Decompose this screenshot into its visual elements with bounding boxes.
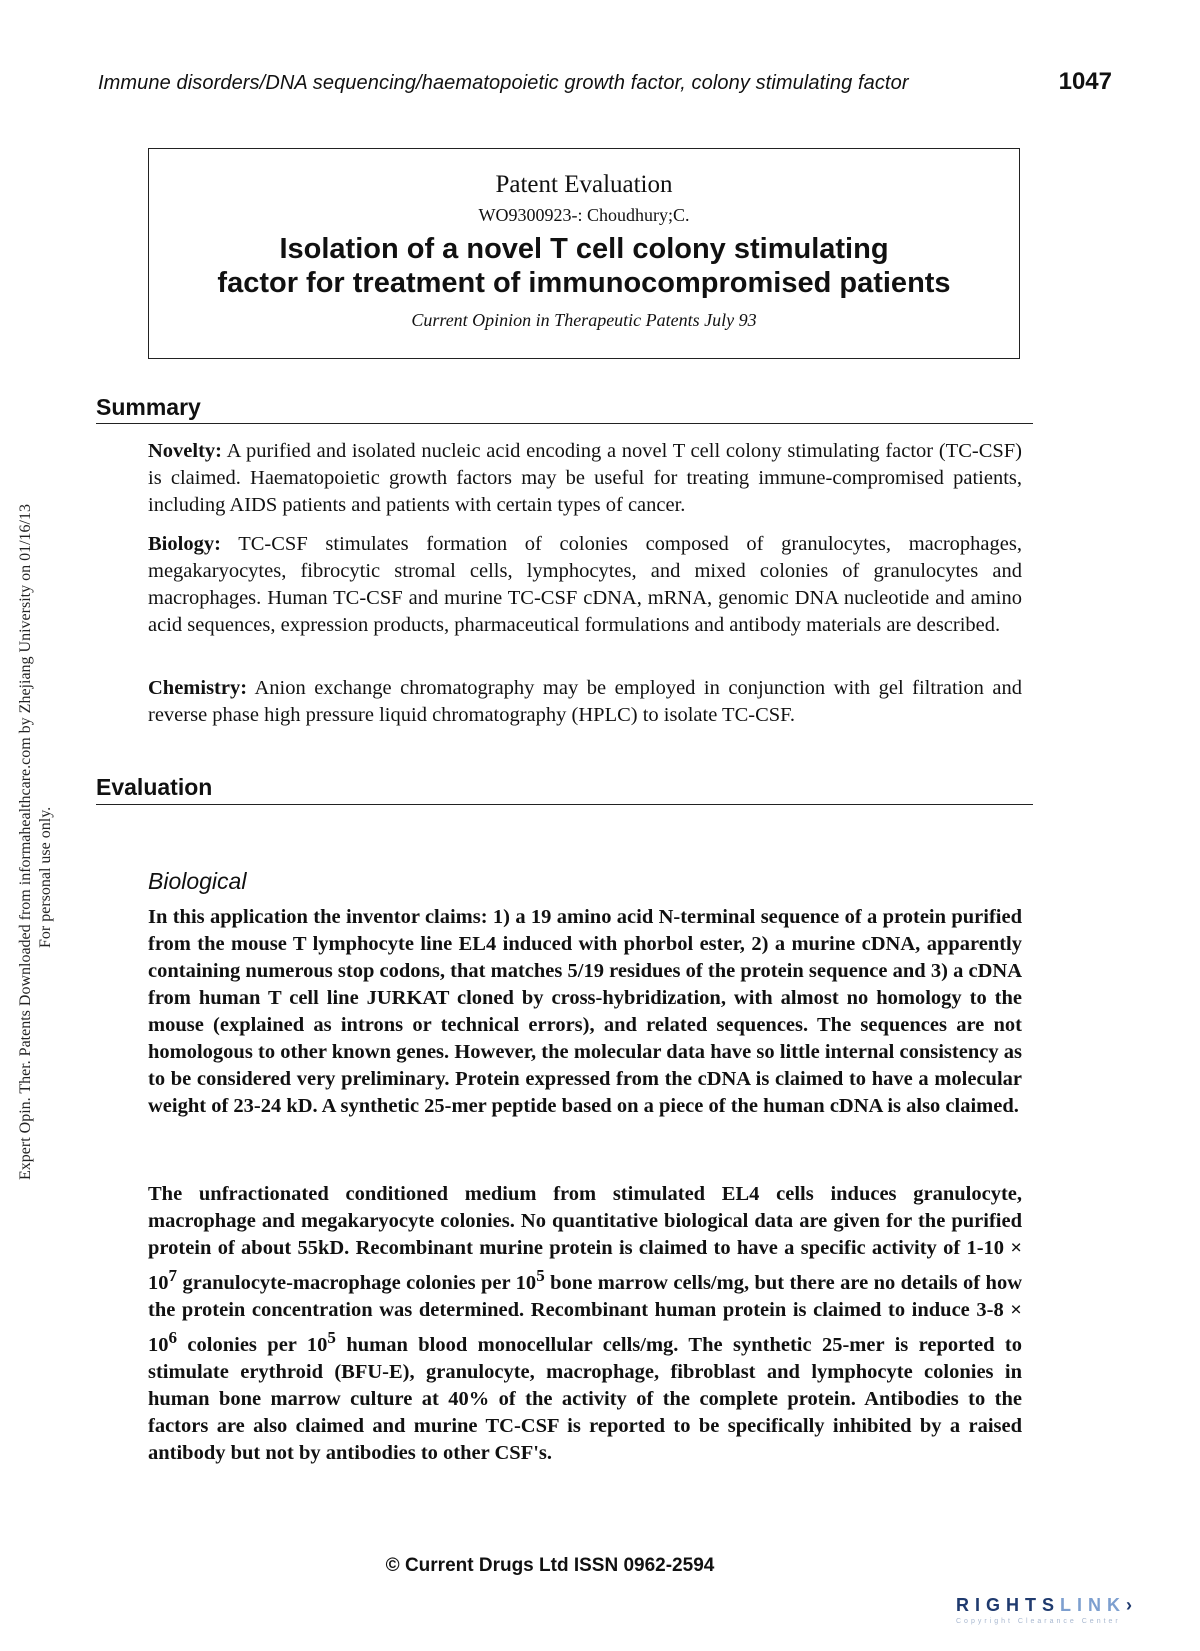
rightslink-arrow-icon: › <box>1126 1595 1139 1615</box>
biology-label: Biology: <box>148 533 221 555</box>
para2-part-c: bone marrow cells/mg, but there are no details of how the protein concentration was determined. Recombinant human protein is claimed to induce 3-8 × 10 <box>148 1271 1022 1356</box>
rightslink-tagline: Copyright Clearance Center <box>956 1618 1121 1625</box>
summary-rule <box>96 423 1033 424</box>
para2-sup-1: 7 <box>168 1266 178 1285</box>
rightslink-logo[interactable] <box>956 1595 1156 1645</box>
evaluation-title-box <box>148 148 1020 359</box>
para2-sup-4: 5 <box>327 1327 336 1347</box>
article-title <box>149 232 1019 300</box>
download-notice-line1: Expert Opin. Ther. Patents Downloaded from informahealthcare.com by Zhejiang University on 01/16/13 <box>17 504 34 1180</box>
rightslink-light-part: LINK <box>1060 1595 1127 1615</box>
evaluation-heading: Evaluation <box>96 774 213 800</box>
chemistry-text: Anion exchange chromatography may be employed in conjunction with gel filtration and reverse phase high pressure liquid chromatography (HPLC) to isolate TC-CSF. <box>148 677 1022 726</box>
evaluation-kind: Patent Evaluation <box>495 171 673 198</box>
para2-part-b: granulocyte-macrophage colonies per 10 <box>177 1271 537 1294</box>
para2-part-d: colonies per 10 <box>177 1333 328 1356</box>
para2-part-e: human blood monocellular cells/mg. The synthetic 25-mer is reported to stimulate erythroid (BFU-E), granulocyte, macrophage, fibroblast and lymphocyte colonies in human bone marrow culture at 40% of the activity of the complete protein. Antibodies to the factors are also claimed and murine TC-CSF is reported to be specifically inhibited by a raised antibody but not by antibodies to other CSF's. <box>148 1333 1022 1464</box>
summary-heading: Summary <box>96 394 201 420</box>
para2-sup-3: 6 <box>168 1327 178 1347</box>
biology-text: TC-CSF stimulates formation of colonies composed of granulocytes, macrophages, megakaryocytes, fibrocytic stromal cells, lymphocytes, and mixed colonies of granulocytes and macrophages. Human TC-CSF and murine TC-CSF cDNA, mRNA, genomic DNA nucleotide and amino acid sequences, expression products, pharmaceutical formulations and antibody materials are described. <box>148 533 1022 636</box>
patent-number: WO9300923-: Choudhury;C. <box>478 205 690 225</box>
chemistry-paragraph <box>148 675 1022 729</box>
para2-part-a: The unfractionated conditioned medium from stimulated EL4 cells induces granulocyte, macrophage and megakaryocyte colonies. No quantitative biological data are given for the purified protein of about 55kD. Recombinant murine protein is claimed to have a specific activity of 1-10 × 10 <box>148 1183 1022 1294</box>
evaluation-paragraph-1: In this application the inventor claims: 1) a 19 amino acid N-terminal sequence of a protein purified from the mouse T lymphocyte line EL4 induced with phorbol ester, 2) a murine cDNA, apparently containing numerous stop codons, that matches 5/19 residues of the protein sequence and 3) a cDNA from human T cell line JURKAT cloned by cross-hybridization, with almost no homology to the mouse (explained as introns or technical errors), and related sequences. The sequences are not homologous to other known genes. However, the molecular data have so little internal consistency as to be considered very preliminary. Protein expressed from the cDNA is claimed to have a molecular weight of 23-24 kD. A synthetic 25-mer peptide based on a piece of the human cDNA is also claimed. <box>148 906 1022 1117</box>
rightslink-wordmark <box>956 1595 1156 1616</box>
article-title-line1: Isolation of a novel T cell colony stimulating <box>279 233 889 265</box>
rightslink-dark-part: RIGHTS <box>956 1595 1061 1615</box>
download-notice-line2: For personal use only. <box>37 806 54 948</box>
biological-subheading: Biological <box>148 868 247 894</box>
novelty-text: A purified and isolated nucleic acid encoding a novel T cell colony stimulating factor (TC-CSF) is claimed. Haematopoietic growth factors may be useful for treating immune-compromised patients, including AIDS patients and patients with certain types of cancer. <box>148 440 1022 516</box>
article-title-line2: factor for treatment of immunocompromised patients <box>217 267 951 299</box>
evaluation-paragraph-2 <box>148 1181 1022 1467</box>
journal-citation: Current Opinion in Therapeutic Patents July 93 <box>411 310 757 330</box>
evaluation-rule <box>96 804 1033 805</box>
chemistry-label: Chemistry: <box>148 677 248 699</box>
biology-paragraph <box>148 531 1022 639</box>
download-notice <box>16 420 56 1180</box>
page-number: 1047 <box>1058 68 1112 95</box>
novelty-paragraph <box>148 438 1022 519</box>
novelty-label: Novelty: <box>148 440 223 462</box>
running-head: Immune disorders/DNA sequencing/haematopoietic growth factor, colony stimulating factor <box>98 72 909 94</box>
para2-sup-2: 5 <box>536 1266 545 1285</box>
copyright-notice: © Current Drugs Ltd ISSN 0962-2594 <box>385 1555 715 1576</box>
